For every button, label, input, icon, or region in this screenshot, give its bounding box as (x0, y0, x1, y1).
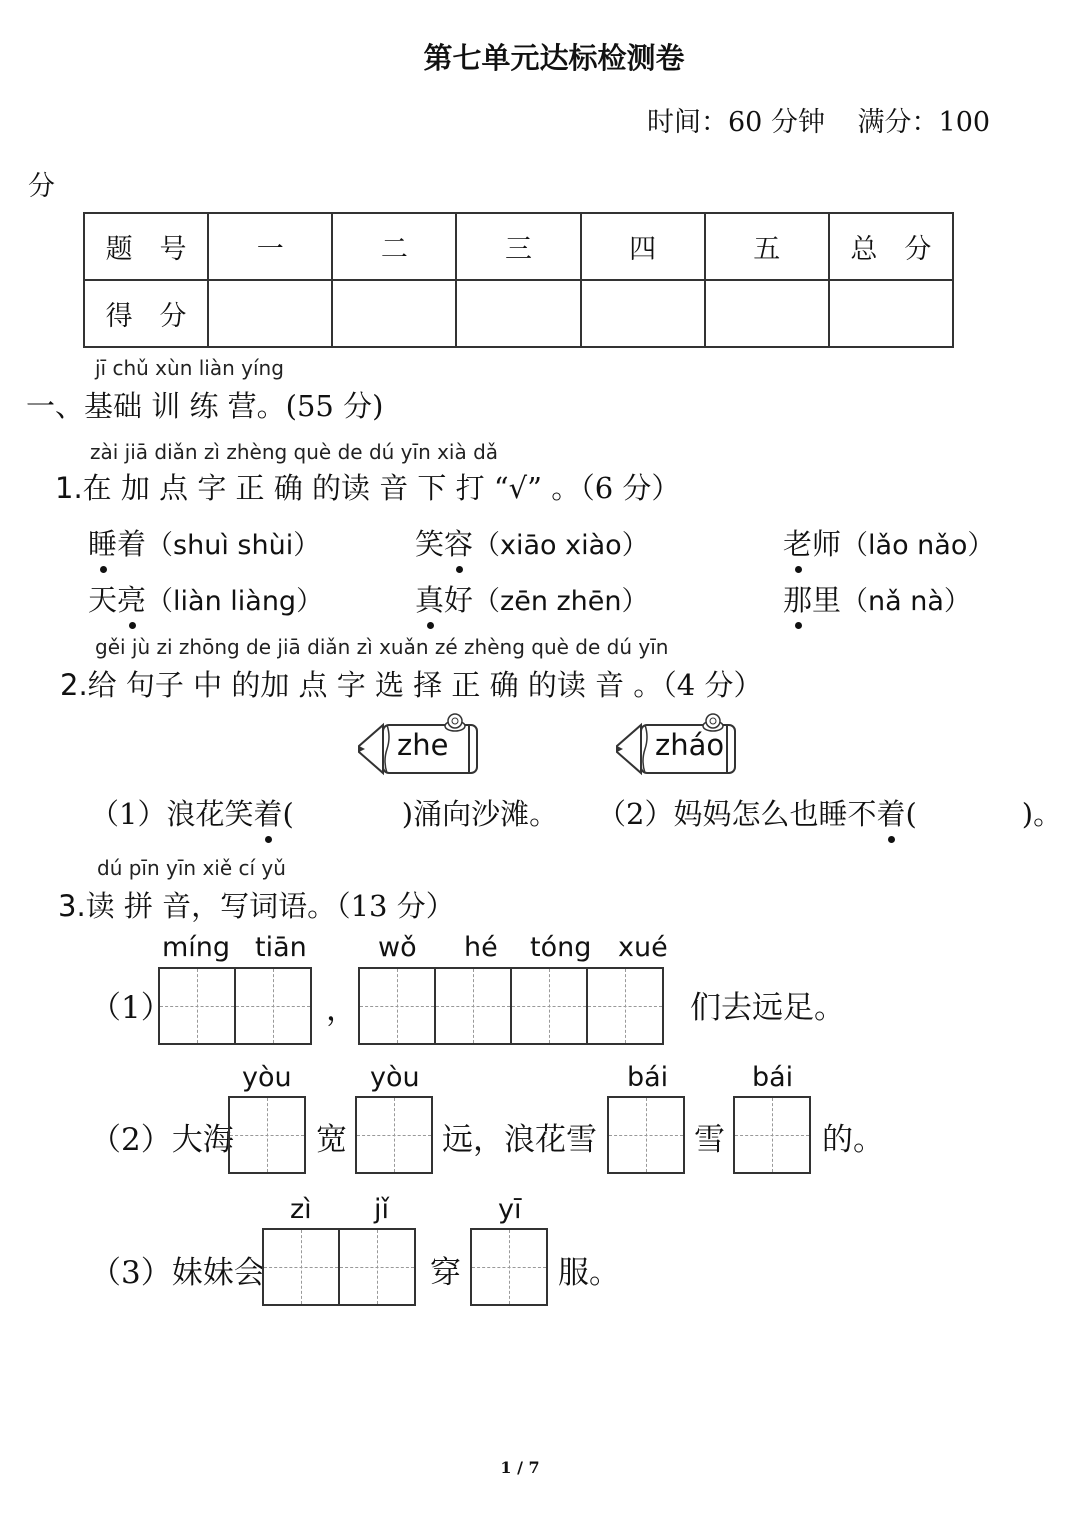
row-text: 远，浪花雪 (442, 1122, 597, 1158)
sentence-text: （2）妈妈怎么也睡不 (597, 797, 877, 831)
score-table-score-row (84, 280, 953, 347)
char: 师 (812, 527, 842, 561)
q3-text: 读 拼 音，写词语。（13 分） (85, 889, 455, 923)
writing-grid (228, 1096, 304, 1174)
page-title: 第七单元达标检测卷 (423, 41, 685, 75)
writing-grid (158, 967, 310, 1045)
option-label: zháo (655, 728, 725, 762)
grid-pinyin: yòu (242, 1062, 292, 1093)
char: 好 (444, 583, 474, 617)
grid-pinyin: bái (752, 1062, 794, 1093)
page-number: 1 / 7 (500, 1458, 540, 1477)
score-input-cell[interactable] (705, 280, 829, 347)
time-limit: 时间：60 分钟 (647, 107, 825, 138)
pencil-option-zhao (615, 722, 740, 772)
section-title: 基础 训 练 营 (84, 389, 257, 423)
grid-pinyin: jǐ (374, 1194, 390, 1225)
section-points: 。(55 分) (256, 389, 384, 423)
writing-cell[interactable] (510, 967, 588, 1045)
score-table (83, 212, 954, 348)
row-text: 的。 (822, 1122, 884, 1158)
section-number: 一、 (26, 389, 85, 423)
writing-cell[interactable] (158, 967, 236, 1045)
writing-grid (262, 1228, 414, 1306)
char: 笑 (415, 527, 445, 561)
row-label: （3）妹妹会 (90, 1255, 265, 1291)
row-label: （2）大海 (90, 1122, 234, 1158)
writing-cell[interactable] (262, 1228, 340, 1306)
score-header-cell: 题 号 (84, 213, 208, 280)
q1-item[interactable] (415, 522, 649, 563)
pinyin-options: （lǎo nǎo） (841, 530, 995, 561)
writing-grid (355, 1096, 431, 1174)
score-table-header-row (84, 213, 953, 280)
writing-cell[interactable] (355, 1096, 433, 1174)
writing-grid (733, 1096, 809, 1174)
row-text: 雪 (694, 1122, 725, 1158)
pinyin-options: （shuì shùi） (146, 530, 321, 561)
q1-item[interactable] (88, 578, 323, 619)
writing-cell[interactable] (358, 967, 436, 1045)
grid-pinyin: bái (627, 1062, 669, 1093)
row-text: 服。 (558, 1255, 620, 1291)
score-input-cell[interactable] (208, 280, 332, 347)
q1-pinyin: zài jiā diǎn zì zhèng què de dú yīn xià dǎ (90, 440, 499, 464)
paren-open: ( (905, 797, 917, 831)
q1-text: 在 加 点 字 正 确 的读 音 下 打 “√” 。（6 分） (82, 471, 681, 505)
full-score-unit: 分 (28, 171, 55, 202)
q1-prompt (55, 466, 680, 507)
pinyin-options: （liàn liàng） (146, 586, 324, 617)
writing-cell[interactable] (470, 1228, 548, 1306)
grid-pinyin: míng (162, 932, 231, 963)
dotted-char: 真 (415, 578, 444, 619)
dotted-char: 老 (783, 522, 812, 563)
writing-cell[interactable] (338, 1228, 416, 1306)
q1-number: 1. (55, 471, 83, 505)
score-input-cell[interactable] (581, 280, 705, 347)
grid-pinyin: hé (464, 932, 498, 963)
score-header-cell: 三 (456, 213, 580, 280)
row-label: （1） (90, 990, 172, 1026)
writing-cell[interactable] (607, 1096, 685, 1174)
dotted-char: 着 (876, 792, 905, 833)
exam-meta (647, 100, 1014, 139)
score-header-cell: 四 (581, 213, 705, 280)
dotted-char: 那 (783, 578, 812, 619)
pinyin-options: （xiāo xiào） (473, 530, 649, 561)
grid-pinyin: yòu (370, 1062, 420, 1093)
sentence-text: )。 (1021, 797, 1063, 831)
option-label: zhe (397, 728, 449, 762)
full-score: 满分：100 (857, 107, 991, 138)
q3-number: 3. (58, 889, 86, 923)
grid-pinyin: zì (290, 1194, 312, 1225)
score-row-label: 得 分 (84, 280, 208, 347)
score-input-cell[interactable] (829, 280, 953, 347)
q2-sentence-1 (90, 792, 558, 833)
q2-number: 2. (60, 668, 88, 702)
q1-item[interactable] (415, 578, 649, 619)
q2-pinyin: gěi jù zi zhōng de jiā diǎn zì xuǎn zé zhèng què de dú yīn (95, 635, 669, 659)
writing-cell[interactable] (434, 967, 512, 1045)
sentence-text: （1）浪花笑 (90, 797, 254, 831)
writing-cell[interactable] (733, 1096, 811, 1174)
grid-pinyin: tóng (530, 932, 592, 963)
comma: ， (326, 992, 357, 1028)
dotted-char: 容 (444, 522, 473, 563)
score-header-cell: 五 (705, 213, 829, 280)
grid-pinyin: tiān (255, 932, 307, 963)
q3-pinyin: dú pīn yīn xiě cí yǔ (97, 856, 286, 880)
score-header-cell: 总 分 (829, 213, 953, 280)
score-header-cell: 一 (208, 213, 332, 280)
score-input-cell[interactable] (332, 280, 456, 347)
q1-item[interactable] (783, 578, 971, 619)
paren-open: ( (282, 797, 294, 831)
dotted-char: 着 (253, 792, 282, 833)
grid-pinyin: wǒ (378, 932, 417, 963)
q3-prompt (58, 884, 455, 925)
writing-grid (358, 967, 662, 1045)
writing-grid (607, 1096, 683, 1174)
row-text: 宽 (316, 1122, 347, 1158)
pinyin-options: （nǎ nà） (841, 586, 971, 617)
score-header-cell: 二 (332, 213, 456, 280)
q2-sentence-2 (597, 792, 1062, 833)
char: 着 (117, 527, 147, 561)
section-pinyin: jī chǔ xùn liàn yíng (95, 356, 284, 380)
sentence-text: )涌向沙滩。 (401, 797, 559, 831)
q2-prompt (60, 663, 762, 704)
writing-grid (470, 1228, 546, 1306)
row-text: 们去远足。 (690, 990, 845, 1026)
row-text: 穿 (430, 1255, 461, 1291)
writing-cell[interactable] (228, 1096, 306, 1174)
writing-cell[interactable] (586, 967, 664, 1045)
q1-item[interactable] (88, 522, 320, 563)
q2-text: 给 句子 中 的加 点 字 选 择 正 确 的读 音 。（4 分） (87, 668, 763, 702)
q1-item[interactable] (783, 522, 994, 563)
pencil-option-zhe (357, 722, 482, 772)
grid-pinyin: xué (618, 932, 668, 963)
dotted-char: 亮 (117, 578, 146, 619)
char: 里 (812, 583, 842, 617)
dotted-char: 睡 (88, 522, 117, 563)
writing-cell[interactable] (234, 967, 312, 1045)
score-input-cell[interactable] (456, 280, 580, 347)
char: 天 (88, 583, 118, 617)
section-heading (26, 384, 383, 425)
grid-pinyin: yī (498, 1194, 522, 1225)
pinyin-options: （zēn zhēn） (473, 586, 649, 617)
